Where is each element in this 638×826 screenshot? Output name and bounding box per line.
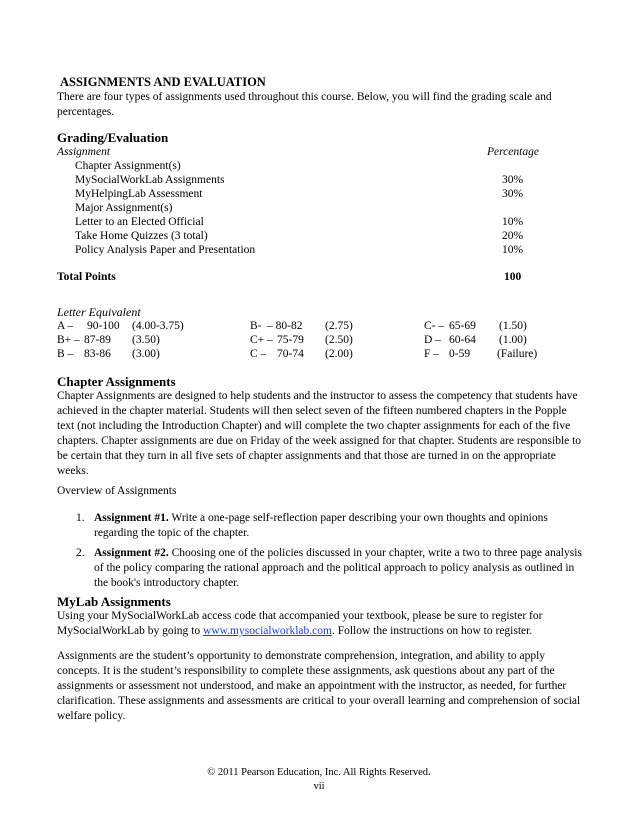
- letter-range: 87-89: [84, 334, 111, 346]
- grading-row-name: Policy Analysis Paper and Presentation: [75, 244, 256, 256]
- intro-line-1: There are four types of assignments used throughout this course. Below, you will find the grading scale and: [57, 91, 552, 103]
- grading-row-name: Letter to an Elected Official: [75, 216, 204, 228]
- letter-gpa: (3.50): [132, 334, 160, 346]
- letter-gpa: (4.00-3.75): [132, 320, 184, 332]
- chapter-line: achieved in the chapter material. Students will then select seven of the fifteen numbered chapters in the Popple: [57, 405, 567, 417]
- intro-line-2: percentages.: [57, 106, 115, 118]
- chapter-line: be certain that they turn in all five sets of chapter assignments and that those are turned in on the appropriate: [57, 450, 556, 462]
- letter-gpa: (Failure): [497, 348, 538, 360]
- grading-col-assignment: Assignment: [57, 146, 111, 158]
- grading-row-pct: 30%: [502, 174, 524, 186]
- letter-range: 75-79: [277, 334, 304, 346]
- letter-gpa: (2.50): [325, 334, 353, 346]
- letter-gpa: (3.00): [132, 348, 160, 360]
- letter-gpa: (1.00): [499, 334, 527, 346]
- letter-heading: Letter Equivalent: [57, 305, 141, 319]
- mylab-heading: MyLab Assignments: [57, 594, 171, 609]
- letter-range: 83-86: [84, 348, 111, 360]
- mylab-para-line: concepts. It is the student’s responsibility to complete these assignments, ask questions about any part of the: [57, 665, 555, 677]
- chapter-line: Chapter Assignments are designed to help students and the instructor to assess the competency that students have: [57, 390, 578, 402]
- letter-gpa: (1.50): [499, 320, 527, 332]
- mylab-para-line: clarification. These assignments and assessments are critical to your overall learning and comprehension of social: [57, 695, 581, 707]
- letter-range: 60-64: [449, 334, 476, 346]
- letter-range: – 80-82: [267, 320, 303, 332]
- grading-row-name: Major Assignment(s): [75, 202, 173, 214]
- letter-range: 90-100: [87, 320, 120, 332]
- letter-grade: D –: [424, 334, 441, 346]
- letter-grade: B+ –: [57, 334, 80, 346]
- letter-grade: B-: [250, 320, 262, 332]
- letter-grade: B –: [57, 348, 74, 360]
- mylab-para-line: Assignments are the student’s opportunity to demonstrate comprehension, integration, and ability to apply: [57, 650, 546, 662]
- mysocialworklab-link[interactable]: www.mysocialworklab.com: [203, 625, 332, 637]
- letter-grade: C- –: [424, 320, 445, 332]
- section-title: ASSIGNMENTS AND EVALUATION: [60, 75, 266, 89]
- list-item: [94, 546, 582, 561]
- grading-row-name: MyHelpingLab Assessment: [75, 188, 203, 200]
- letter-grade: C –: [250, 348, 267, 360]
- grading-row-name: Take Home Quizzes (3 total): [75, 230, 208, 242]
- list-number: 1.: [76, 512, 85, 524]
- assignment-label: Assignment #1.: [94, 512, 169, 524]
- letter-grade: F –: [424, 348, 440, 360]
- grading-row-name: MySocialWorkLab Assignments: [75, 174, 225, 186]
- chapter-line: chapters. Chapter assignments are due on Friday of the week assigned for that chapter. Students are responsible to: [57, 435, 582, 447]
- mylab-para-line: welfare policy.: [57, 710, 126, 722]
- assignment-label: Assignment #2.: [94, 547, 169, 559]
- total-points-value: 100: [504, 271, 522, 283]
- grading-row-name: Chapter Assignment(s): [75, 160, 181, 172]
- chapter-line: text (not including the Introduction Chapter) and will complete the two chapter assignments for each of the five: [57, 420, 571, 432]
- grading-row-pct: 30%: [502, 188, 524, 200]
- mylab-line: Using your MySocialWorkLab access code that accompanied your textbook, please be sure to register for: [57, 610, 543, 622]
- copyright-footer: © 2011 Pearson Education, Inc. All Rights Reserved.: [207, 767, 431, 778]
- list-item: [94, 511, 548, 526]
- assignment-text: Choosing one of the policies discussed in your chapter, write a two to three page analysis: [168, 547, 582, 559]
- total-points-label: Total Points: [57, 271, 116, 283]
- letter-grade: A –: [57, 320, 74, 332]
- mylab-text: . Follow the instructions on how to register.: [331, 625, 533, 637]
- letter-grade: C+ –: [250, 334, 273, 346]
- grading-heading: Grading/Evaluation: [57, 130, 169, 145]
- letter-range: 0-59: [449, 348, 471, 360]
- grading-row-pct: 10%: [502, 216, 524, 228]
- grading-row-pct: 20%: [502, 230, 524, 242]
- mylab-text: MySocialWorkLab by going to: [57, 625, 204, 637]
- letter-gpa: (2.75): [325, 320, 353, 332]
- letter-range: 70-74: [277, 348, 304, 360]
- grading-row-pct: 10%: [502, 244, 524, 256]
- letter-gpa: (2.00): [325, 348, 353, 360]
- grading-col-percentage: Percentage: [487, 146, 539, 158]
- assignment-text: Write a one-page self-reflection paper describing your own thoughts and opinions: [168, 512, 548, 524]
- list-item-cont: the book's introductory chapter.: [94, 577, 240, 589]
- list-item-cont: regarding the topic of the chapter.: [94, 527, 250, 539]
- list-item-cont: of the policy comparing the rational approach and the political approach to policy analysis as outlined in: [94, 562, 575, 574]
- chapter-heading: Chapter Assignments: [57, 374, 176, 389]
- page-number: vii: [313, 781, 325, 792]
- letter-range: 65-69: [449, 320, 476, 332]
- list-number: 2.: [76, 547, 85, 559]
- mylab-para-line: assignments or assessment not understood, and make an appointment with the instructor, as needed, for further: [57, 680, 567, 692]
- chapter-line: weeks.: [57, 465, 89, 477]
- overview-heading: Overview of Assignments: [57, 485, 177, 497]
- mylab-line: [57, 624, 532, 639]
